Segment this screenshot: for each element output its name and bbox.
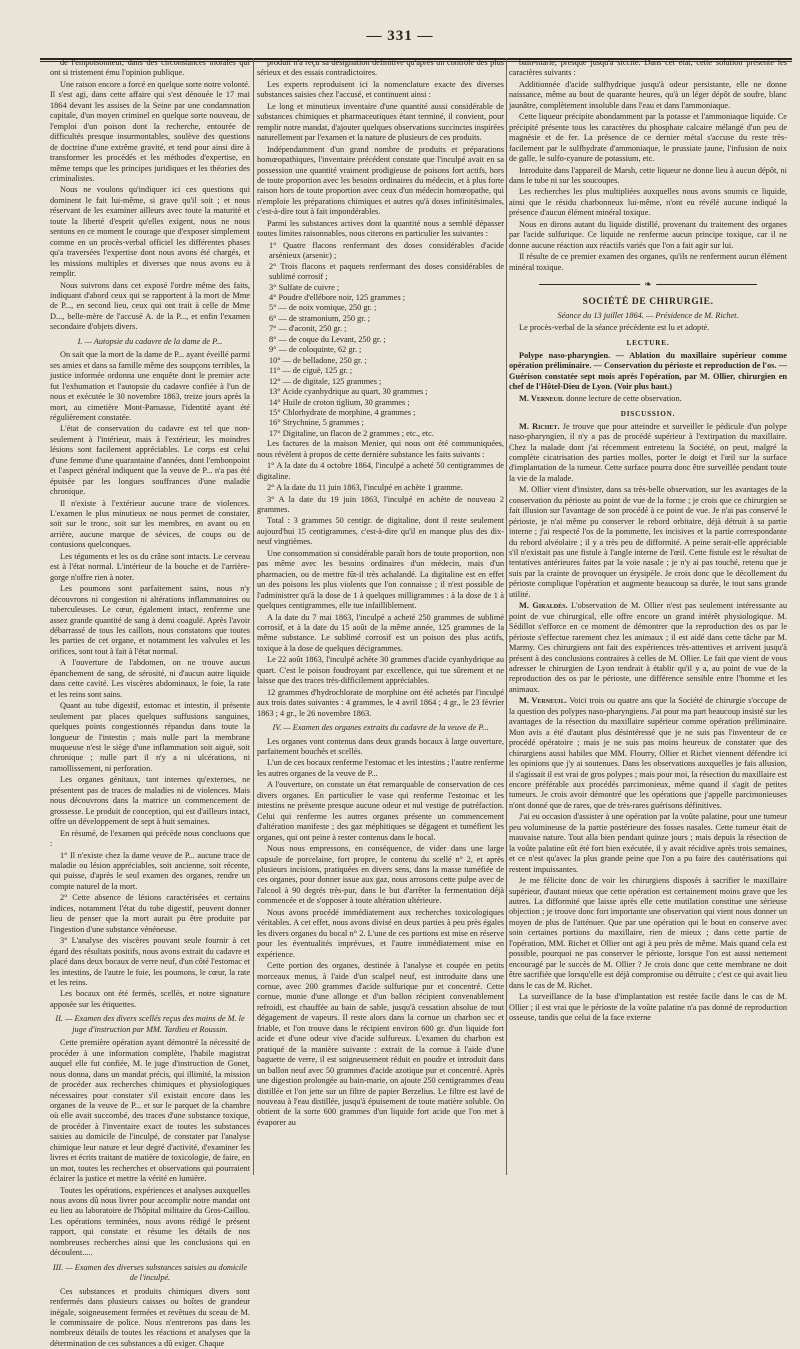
list-item: 8° — de coque du Levant, 250 gr. ; [269,334,386,344]
paragraph: M. Verneuil donne lecture de cette observation. [519,393,682,403]
paragraph: A l'ouverture, on constate un état remarquable de conservation de ces divers organes. En particulier le vase qui renferme l'estomac et les intestins ne présente presque aucune odeur et nul vestige de putréfaction. Celui qui renferme les autres organes présente un commencement d'altération manifeste ; des gaz méphitiques se dégagent et tuméfient les organes, qui ont peine à rester contenus dans le bocal. [257,780,504,842]
column-divider [253,58,254,1175]
paragraph: Il n'existe à l'extérieur aucune trace de violences. L'examen le plus minutieux ne nous permet de constater, soit sur le tronc, soit sur les membres, en avant ou en arrière, aucune marque de sévices, de coups ou de contusions quelconques. [50,498,250,550]
speaker-name: M. Giraldès. [519,601,568,611]
paragraph: M. Richet. Je trouve que pour atteindre et surveiller le pédicule d'un polype naso-pharyngien, il n'y a pas de procédé supérieur à l'extirpation du maxillaire. Chez la malade dont j'ai récemment entretenu la Société, on peut, malgré la complète cicatrisation des parties molles, porter le doigt et l'œil sur la surface d'implantation de la tumeur. Cette surface pourra donc être surveillée pendant toute la vie de la malade. [509,421,787,483]
paragraph: Je me félicite donc de voir les chirurgiens disposés à sacrifier le maxillaire supérieur, d'autant mieux que cette opération est certainement moins grave que les autres. La difformité que laisse après elle cette mutilation constitue une sérieuse objection ; je trouve donc fort importante une observation qui vient nous donner un moyen de plus de l'atténuer. Que par une opération qui le bout en conserve avec soin certaines portions du maxillaire, rien de mieux ; dans cette partie de l'opération, MM. Richet et Ollier ont agi à peu près de même. Mais quand cela est possible, pourquoi ne pas conserver le périoste, lorsque l'on est aussi nettement encouragé par le succès de M. Ollier ? Je crois donc que cette membrane ne doit être sacrifiée que lorsqu'elle est déjà compromise ou détruite ; c'est ce qui avait lieu dans le cas de M. Richet. [509,876,787,990]
ornament-icon: ❧ [640,279,656,290]
paragraph: Une consommation si considérable paraît hors de toute proportion, non pas même avec les besoins ordinaires d'un médecin, mais d'un pharmacien, ou de mettre fût-il très achalandé. La digitaline est en effet un des poisons les plus violents que l'on connaisse ; il n'est possible de l'administrer qu'à la dose de 1 à quelques milligrammes : à la dose de 1 à quelques centigrammes, elle tue infailliblement. [257,548,504,611]
list-item: 3° Sulfate de cuivre ; [269,282,340,292]
paragraph: Les poumons sont parfaitement sains, nous n'y découvrons ni congestion ni altérations inflammatoires ou tuberculeuses. Le cœur, également intact, renferme une assez grande quantité de sang à demi coagulé. Après l'avoir débarrassé de tous les caillots, nous constatons que toutes les parties de cet organe, et notamment les valvules et les orifices, sont tout à fait à l'état normal. [50,584,250,656]
paragraph: Nous en dirons autant du liquide distillé, provenant du traitement des organes par l'acide sulfurique. Ce liquide ne renferme aucun principe toxique, car il ne donne aucune réaction aux réactifs variés que l'on a fait agir sur lui. [509,219,787,250]
list-item: 3° L'analyse des viscères pouvant seule fournir à cet égard des résultats positifs, nous avons extrait du cadavre et placé dans deux bocaux de verre neuf, d'un côté l'estomac et les intestins, de l'autre le foie, les poumons, le cœur, la rate et les reins. [50,936,250,987]
list-item: 12° — de digitale, 125 grammes ; [269,376,382,386]
paragraph: produit n'a reçu sa désignation définitive qu'après un contrôle des plus sérieux et des essais contradictoires. [257,58,504,78]
paragraph: Cette liqueur précipite abondamment par la potasse et l'ammoniaque liquide. Ce précipité présente tous les caractères du phosphate calcaire mélangé d'un peu de magnésie et de fer. La présence de ce dernier métal s'accuse du reste très-facilement par le sulfhydrate d'ammoniaque, le prussiate jaune, l'infusion de noix de galle, le sulfo-cyanure de potassium, etc. [509,112,787,164]
paragraph: Nous nous empressons, en conséquence, de vider dans une large capsule de porcelaine, fort propre, le contenu du scellé n° 2, et après plusieurs incisions, pratiquées en divers sens, dans la masse tuméfiée de ces organes, pour donner issue aux gaz, nous arrosons cette pulpe avec de l'alcool à 90 degrés très-pur, dans le but d'arrêter la fermentation déjà commencée et de s'opposer à toute altération ultérieure. [257,844,504,906]
paragraph: Il résulte de ce premier examen des organes, qu'ils ne renferment aucun élément minéral toxique. [509,252,787,272]
paragraph: A la date du 7 mai 1863, l'inculpé a acheté 250 grammes de sublimé corrosif, et à la date du 15 août de la même année, 125 grammes de la même substance. Le sublimé corrosif est un poison des plus actifs, toxique à la dose de quelques décigrammes. [257,612,504,653]
list-item: 1° Il n'existe chez la dame veuve de P... aucune trace de maladie ou lésion appréciables, soit ancienne, soit récente, qui puisse, d'après le seul examen des organes, rendre un compte naturel de la mort. [50,850,250,891]
list-item: 3° A la date du 19 juin 1863, l'inculpé en achète de nouveau 2 grammes. [257,494,504,515]
list-item: 5° — de noix vomique, 250 gr. ; [269,303,377,313]
paragraph: Les factures de la maison Menier, qui nous ont été communiquées, nous révèlent à propos de cette dernière substance les faits suivants : [257,439,504,459]
paragraph: Total : 3 grammes 50 centigr. de digitaline, dont il reste seulement aujourd'hui 15 centigrammes, c'est-à-dire qu'il en manque plus des dix-neuf vingtièmes. [257,516,504,547]
list-item: 1° Quatre flacons renfermant des doses considérables d'acide arsénieux (arsenic) ; [269,240,504,261]
list-item: 2° Trois flacons et paquets renfermant des doses considérables de sublimé corrosif ; [269,261,504,282]
paragraph: Cette portion des organes, destinée à l'analyse et coupée en petits morceaux menus, à l'aide d'un scalpel neuf, est introduite dans une cornue, avec 200 grammes d'acide sulfurique pur et concentré. Cette cornue, munie d'une allonge et d'un ballon récipient convenablement refroidi, est chauffée au bain de sable, jusqu'à cessation absolue de tout dégagement de vapeurs. Il reste alors dans la cornue un charbon sec et friable, et l'on trouve dans le récipient environ 600 gr. d'un liquide fort acide et d'une odeur vive d'acide sulfureux. L'examen du charbon est pratiqué de la manière suivante : extrait de la cornue à l'aide d'une baguette de verre, il est soigneusement réduit en poudre et introduit dans un ballon neuf avec 50 grammes d'acide azotique pur et concentré. Après une digestion prolongée au bain-marie, on ajoute 250 centigrammes d'eau distillée et l'on jette sur un filtre de papier Berzelius. Le filtre est lavé de nouveau à l'eau distillée, jusqu'à épuisement de toute matière soluble. On obtient de la sorte 600 grammes d'un liquide fort acide que l'on met à évaporer au [257,961,504,1127]
section-separator [539,279,757,291]
paragraph: Les recherches les plus multipliées auxquelles nous avons soumis ce liquide, ainsi que le résidu charbonneux lui-même, n'ont eu révélé aucune indiqué la présence d'aucun élément minéral toxique. [509,187,787,218]
paragraph: Additionnée d'acide sulfhydrique jusqu'à odeur persistante, elle ne donne naissance, même au bout de quarante heures, qu'à un léger dépôt de soufre, blanc jaunâtre, complètement insoluble dans l'eau et dans l'ammoniaque. [509,79,787,110]
list-item: 2° A la date du 11 juin 1863, l'inculpé en achète 1 gramme. [267,483,463,493]
list-item: 9° — de coloquinte, 62 gr. ; [269,345,362,355]
paragraph: Nous ne voulons qu'indiquer ici ces questions qui dominent le fait lui-même, si grave qu'il soit ; et nous réservant de les examiner ailleurs avec toute la maturité et toute la liberté d'esprit qu'elles exigent, nous ne nous sentons en ce moment le courage que d'exposer simplement comme en un procès-verbal officiel les différentes phases qu'a traversées l'expertise dont nous avons été chargés, et les missions multiples et diverses que nous avons eu à remplir. [50,185,250,279]
column-divider [506,58,507,1175]
paragraph: Ces substances et produits chimiques divers sont renfermés dans plusieurs caisses ou boîtes de grandeur inégale, soigneusement fermées et revêtues du sceau de M. le commissaire de police. Nous n'entrerons pas dans les nombreux détails de toutes les réactions et analyses que la détermination de ces substances a dû exiger. Chaque [50,1286,250,1348]
paragraph: A l'ouverture de l'abdomen, on ne trouve aucun épanchement de sang, de sérosité, ni d'aucun autre liquide dans cette cavité. Les viscères abdominaux, le foie, la rate et les reins sont sains. [50,658,250,699]
paragraph: Les organes génitaux, tant internes qu'externes, ne présentent pas de traces de maladies ni de violences. Mais nous découvrons dans la matrice un commencement de grossesse. Le produit de conception, qui est d'ailleurs intact, offre un développement de sept à huit semaines. [50,775,250,827]
list-item: 6° — de stramonium, 250 gr. ; [269,313,371,323]
list-item: 15° Chlorhydrate de morphine, 4 grammes ; [269,407,416,417]
column-middle [257,58,504,1175]
paragraph: M. Giraldès. L'observation de M. Ollier n'est pas seulement intéressante au point de vue chirurgical, elle offre encore un grand intérêt physiologique. M. Sédillot s'efforce en ce moment de démontrer que la reproduction des os par le périoste s'effectue rarement chez les animaux ; il est aidé dans cette tâche par M. Marmy. Ces chirurgiens ont fait des expériences très-attentives et arrivent jusqu'à présent à des conclusions contraires à celles de M. Ollier. Le fait que vient de vous adresser le chirurgien de Lyon tendrait à établir qu'il y a, au point de vue de la reproduction des os par le périoste, une différence sensible entre l'homme et les animaux. [509,601,788,694]
paragraph: Cette première opération ayant démontré la nécessité de procéder à une information complète, l'habile magistrat auquel elle fut confiée, M. le juge d'instruction de Gonet, nous donna, dans un mandat précis, qui illimité, la mission de procéder aux recherches chimiques et physiologiques nécessaires pour constater s'il existait encore dans les organes de la veuve de P... et sur le parquet de la chambre où elle avait succombé, des traces d'une substance toxique, de procéder à l'inventaire exact de toutes les substances saisies au domicile de l'inculpé, de constater par l'analyse chimique leur nature et leur degré d'activité, d'examiner les livres et écrits traitant de matière de toxicologie, de faire, en un mot, toutes les recherches et observations qui pourraient éclairer la justice et mettre la vérité en lumière. [50,1038,250,1184]
paragraph: Les téguments et les os du crâne sont intacts. Le cerveau est à l'état normal. L'intérieur de la bouche et de l'arrière-gorge n'offre rien à noter. [50,551,250,582]
paragraph: Introduite dans l'appareil de Marsh, cette liqueur ne donne lieu à aucun dépôt, ni dans le tube ni sur les soucoupes. [509,165,787,185]
list-item: 7° — d'aconit, 250 gr. ; [269,324,347,334]
paragraph: Les organes vont contenus dans deux grands bocaux à large ouverture, parfaitement bouchés et scellés. [257,736,504,756]
list-item: 17° Digitaline, un flacon de 2 grammes ; etc., etc. [269,428,434,438]
list-item: 14° Huile de croton tiglium, 30 grammes ; [269,397,410,407]
paragraph: Indépendamment d'un grand nombre de produits et préparations homœopathiques, l'inventaire précédent constate que l'inculpé avait en sa possession une quantité vraiment prodigieuse de poisons fort actifs, hors de toute proportion avec les besoins ordinaires du médecin, et à plus forte raison hors de toute proportion avec ceux d'un médecin homœopathe, qui n'emploie les préparations chimiques et autres qu'à doses infinitésimales, c'est-à-dire tout à fait impondérables. [257,144,504,217]
section-heading: IV. — Examen des organes extraits du cadavre de la veuve de P... [272,723,489,733]
lecture-title: Polype naso-pharyngien. — Ablation du maxillaire supérieur comme opération préliminaire. — Conservation du périoste et reproduction de l'os. — Guérison constatée sept mois après l'opération, par M. Ollier, chirurgien en chef de l'Hôtel-Dieu de Lyon. (Voir plus haut.) [509,350,787,392]
list-item: 1° A la date du 4 octobre 1864, l'inculpé a acheté 50 centigrammes de digitaline. [257,461,504,481]
section-heading: II. — Examen des divers scellés reçus des mains de M. le juge d'instruction par MM. Tardieu et Roussin. [55,1014,245,1034]
section-heading: III. — Examen des diverses substances saisies au domicile de l'inculpé. [52,1262,248,1283]
subsection-heading: LECTURE. [626,339,670,348]
page-header [0,22,800,42]
list-item: 11° — de ciguë, 125 gr. ; [269,366,353,376]
paragraph: M. Verneuil. Voici trois ou quatre ans que la Société de chirurgie s'occupe de la question des polypes naso-pharyngiens. J'ai pour ma part beaucoup insisté sur les avantages de la résection du maxillaire supérieur comme opération préliminaire. Mon avis a été d'autant plus désintéressé que je ne suis pas l'inventeur de ce procédé opératoire ; mais je ne suis pas moins heureux de constater que des chirurgiens aussi habiles que MM. Flourry, Ollier et Richet viennent défendre ici les opinions que j'y ai soutenues. Dans les observations auxquelles je fais allusion, il s'agissait il est vrai de gros polypes ; mais pour moi, la résection du maxillaire est encore préférable aux procédés parcimonieux, même quand il s'agit de petites tumeurs. Je crois avoir démontré que les opérations que j'appelle parcimonieuses n'ont donné que de rares, que de très-rares guérisons définitives. [509,696,787,810]
speaker-name: M. Verneuil [519,393,565,403]
list-item: 16° Strychnine, 5 grammes ; [269,418,364,428]
paragraph: Quant au tube digestif, estomac et intestin, il présente seulement par places quelques suffusions sanguines, quelques points congestionnés répandus dans toute la longueur de l'intestin ; mais nulle part la membrane muqueuse n'est le siège d'une inflammation soit aiguë, soit chronique ; nulle part il n'y a ni ulcérations, ni ramollissement, ni perforation. [50,701,250,773]
list-item: 10° — de belladone, 250 gr. ; [269,355,367,365]
column-left [50,58,250,1348]
paragraph: bain-marie, presque jusqu'à siccité. Dans cet état, cette solution présente les caractères suivants : [509,58,787,78]
paragraph: Parmi les substances actives dont la quantité nous a semblé dépasser toutes limites raisonnables, nous citerons en particulier les suivantes : [257,218,504,239]
paragraph: Le long et minutieux inventaire d'une quantité aussi considérable de substances chimiques et pharmaceutiques étant terminé, il convient, pour remplir notre mandat, d'ajouter quelques observations succinctes inspirées naturellement par l'examen et la nature de plusieurs de ces produits. [257,101,504,143]
paragraph: de l'empoisonneur, dans des circonstances morales qui ont si tristement ému l'opinion publique. [50,58,250,78]
poison-list [257,241,504,440]
speaker-name: M. Richet. [519,421,560,431]
paragraph: Nous avons procédé immédiatement aux recherches toxicologiques véritables. A cet effet, nous avons divisé en deux parties à peu près égales les divers organes du bocal n° 2. L'une de ces portions est mise en réserve pour les éventualités imprévues, et l'autre immédiatement mise en expérience. [257,907,504,959]
paragraph: Une raison encore a forcé en quelque sorte notre volonté. Il s'est agi, dans cette affaire qui s'est dénouée le 17 mai 1864 devant les assises de la Seine par une condamnation capitale, d'un moyen criminel en quelque sorte nouveau, de l'emploi d'un poison dont la recherche, entourée de difficultés presque insurmontables, soulève des questions de doctrine d'une extrême gravité, et tend pour ainsi dire à transformer les procédés et les méthodes d'expertise, en même temps que les principes juridiques et les théories des criminalistes. [50,79,250,183]
paragraph: Nous suivrons dans cet exposé l'ordre même des faits, indiquant d'abord ceux qui se rapportent à la mort de Mme de P..., en second lieu, ceux qui ont trait à celle de Mme D..., belle-mère de l'accusé A. de la P..., et enfin l'examen secondaire d'objets divers. [50,280,250,332]
paragraph: Le procès-verbal de la séance précédente est lu et adopté. [519,322,710,332]
paragraph: La surveillance de la base d'implantation est restée facile dans le cas de M. Ollier ; il est vrai que le périoste de la voûte palatine n'a pas donné de reproduction osseuse, tandis que celui de la face externe [509,992,787,1022]
section-heading: I. — Autopsie du cadavre de la dame de P... [77,336,223,346]
paragraph: Les experts reproduisent ici la nomenclature exacte des diverses substances saisies chez l'accusé, et continuent ainsi : [257,79,504,100]
paragraph: J'ai eu occasion d'assister à une opération par la voûte palatine, pour une tumeur peu volumineuse de la partie postérieure des fosses nasales. Cette tumeur était de mauvaise nature. Tout alla bien pendant quinze jours ; mais depuis la résection de la voûte palatine eût été fort bien exécutée, il y avait récidive après trois semaines, et ce n'est qu'avec la plus grande peine que l'on a pu faire des cautérisations qui restent impuissantes. [509,812,787,874]
list-item: 2° Cette absence de lésions caractérisées et certains indices, notamment l'état du tube digestif, peuvent donner lieu de penser que la mort aurait pu être produite par l'ingestion d'une substance vénéneuse. [50,893,250,934]
column-right [509,58,787,1175]
paragraph: L'état de conservation du cadavre est tel que non-seulement à l'intérieur, mais à l'extérieur, les moindres lésions sont facilement appréciables. Le corps est celui d'une femme d'une quarantaine d'années, dont l'embonpoint et l'aspect général indiquent que la veuve de P... n'a pas été épuisée par les longues souffrances d'une maladie chronique. [50,424,250,497]
paragraph: Toutes les opérations, expériences et analyses auxquelles nous avons dû nous livrer pour accomplir notre mandat ont eu lieu au laboratoire de l'hôpital militaire du Gros-Caillou. Les opérations terminées, nous avons rédigé le présent rapport, qui constate et résume les détails de nos nombreuses recherches ainsi que les conclusions qui en découlent..... [50,1185,250,1258]
paragraph: M. Ollier vient d'insister, dans sa très-belle observation, sur les avantages de la conservation du périoste au point de vue de la forme ; je crois que ce chirurgien se fait illusion sur l'avantage de son procédé à ce point de vue. Je n'ai pas conservé le périoste, je n'ai même pu conserver le rebord orbitaire, déjà détruit à sa partie interne ; j'ai respecté l'os de la pommette, les incisives et la partie correspondante du rebord alvéolaire ; il y a très peu de difformité. A peine serait-elle appréciable s'il n'existait pas une fistule à l'angle interne de l'œil. Cette fistule est le résultat de tentatives antérieures faites par la voie nasale ; je n'y ai pas touché, retenu que je suis par la crainte de provoquer un érysipèle. Je crois donc que le décollement du périoste complique l'opération et augmente beaucoup sa durée, le tout sans grande utilité. [509,485,787,599]
paragraph: Les bocaux ont été fermés, scellés, et notre signature apposée sur les étiquettes. [50,989,250,1009]
paragraph: L'un de ces bocaux renferme l'estomac et les intestins ; l'autre renferme les autres organes de la veuve de P... [257,758,504,778]
speaker-name: M. Verneuil. [519,696,567,706]
paragraph: En résumé, de l'examen qui précède nous concluons que : [50,828,250,849]
list-item: 13° Acide cyanhydrique au quart, 30 grammes ; [269,387,428,397]
paragraph: Le 22 août 1863, l'inculpé achète 30 grammes d'acide cyanhydrique au quart. C'est le poison foudroyant par excellence, qui tue sûrement et ne laisse que des traces très-difficilement appréciables. [257,655,504,686]
session-line: Séance du 13 juillet 1864. — Présidence de M. Richet. [557,310,739,320]
subsection-heading: DISCUSSION. [620,410,676,419]
paragraph: 12 grammes d'hydrochlorate de morphine ont été achetés par l'inculpé aux trois dates suivantes : 4 grammes, le 4 avril 1864 ; 4 gr., le 23 février 1863 ; 4 gr., le 26 novembre 1863. [257,687,504,718]
list-item: 4° Poudre d'ellébore noir, 125 grammes ; [269,292,406,302]
society-title: SOCIÉTÉ DE CHIRURGIE. [582,297,714,308]
page-number: — 331 — [366,28,434,44]
paragraph: On sait que la mort de la dame de P... ayant éveillé parmi ses amies et dans sa famille même des soupçons terribles, la justice informée ordonna une enquête dont le premier acte fut l'exhumation et l'autopsie du cadavre confiée à l'un de nous et exécutée le 30 novembre 1863, treize jours après la mort, au cimetière Mont-Parnasse, l'identité ayant été régulièrement constatée. [50,350,250,422]
